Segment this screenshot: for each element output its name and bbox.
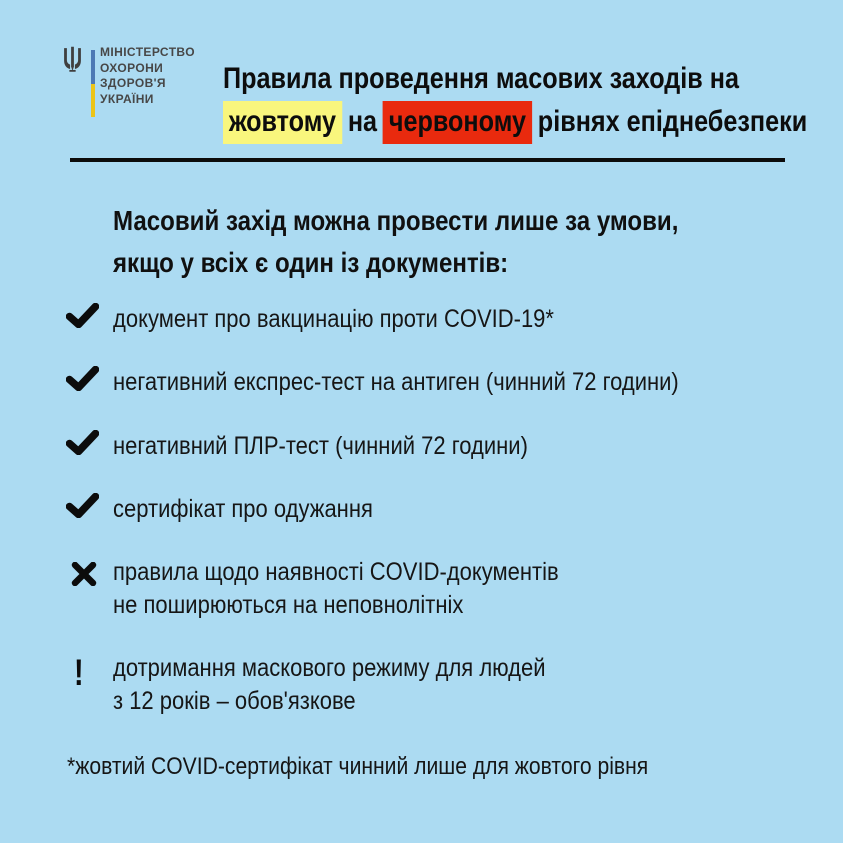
- intro-line-1: Масовий захід можна провести лише за умови,: [113, 205, 679, 236]
- item-text: негативний експрес-тест на антиген (чинний 72 години): [113, 368, 679, 396]
- red-level-highlight: червоному: [383, 101, 532, 144]
- item-text: дотримання маскового режиму для людей: [113, 654, 546, 682]
- moh-logo-text: [100, 45, 195, 107]
- check-icon: [66, 493, 99, 518]
- title-line-2: [223, 100, 807, 143]
- logo-line: ОХОРОНИ: [100, 60, 164, 75]
- check-icon: [66, 303, 99, 328]
- check-icon: [66, 430, 99, 455]
- title-line-1: Правила проведення масових заходів на: [223, 62, 739, 95]
- logo-line: ЗДОРОВ'Я: [100, 76, 166, 90]
- logo-divider-blue: [91, 50, 95, 84]
- title-rest: рівнях епіднебезпеки: [537, 105, 808, 138]
- trident-icon: [62, 46, 83, 74]
- page-title: [223, 57, 843, 143]
- title-mid-word: на: [347, 105, 378, 138]
- item-text: сертифікат про одужання: [113, 495, 373, 523]
- item-text: правила щодо наявності COVID-документів: [113, 558, 559, 586]
- divider-line: [70, 158, 785, 162]
- item-text: негативний ПЛР-тест (чинний 72 години): [113, 432, 528, 460]
- intro-line-2: якщо у всіх є один із документів:: [113, 247, 509, 278]
- item-text: не поширюються на неповнолітніх: [113, 591, 464, 619]
- item-text: документ про вакцинацію проти COVID-19*: [113, 305, 554, 333]
- item-text: з 12 років – обов'язкове: [113, 687, 356, 715]
- check-icon: [66, 366, 99, 391]
- yellow-level-highlight: жовтому: [223, 101, 342, 144]
- logo-line: МІНІСТЕРСТВО: [100, 45, 195, 59]
- logo-divider: [91, 50, 95, 117]
- intro-text: [113, 200, 770, 284]
- logo-divider-yellow: [91, 84, 95, 118]
- cross-icon: [71, 562, 97, 586]
- footnote: *жовтий COVID-сертифікат чинний лише для жовтого рівня: [67, 753, 649, 780]
- exclamation-icon: !: [74, 652, 84, 693]
- logo-line: УКРАЇНИ: [100, 91, 154, 106]
